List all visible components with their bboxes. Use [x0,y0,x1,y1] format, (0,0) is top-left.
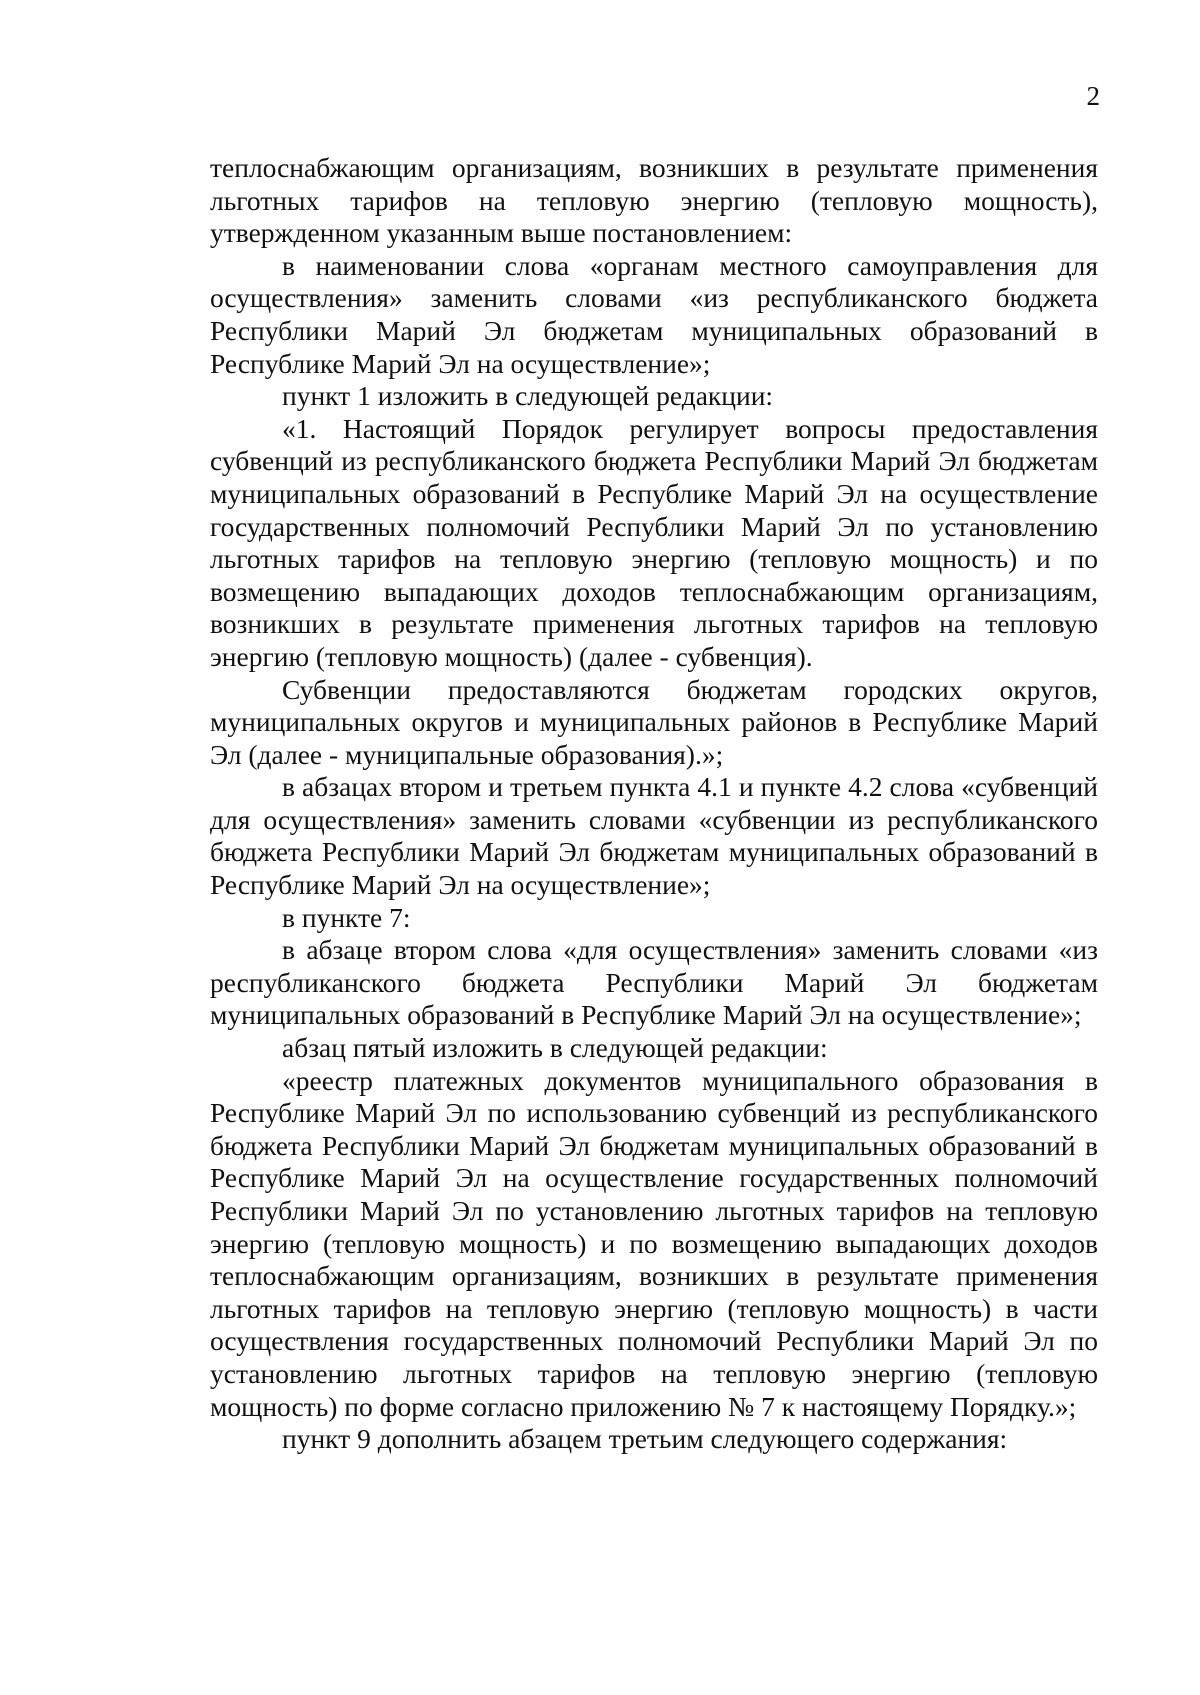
paragraph: пункт 1 изложить в следующей редакции: [282,380,774,412]
paragraph: пункт 9 дополнить абзацем третьим следующего содержания: [282,1423,1008,1455]
paragraph: в наименовании слова «органам местного самоуправления для осуществления» заменить словами «из республиканского бюджета Республики Марий Эл бюджетам муниципальных образований в Республике Марий Эл на осуществление»; [210,249,1098,379]
paragraph: в абзаце втором слова «для осуществления» заменить словами «из республиканского бюджета Республики Марий Эл бюджетам муниципальных образований в Республике Марий Эл на осуществление»; [210,934,1098,1031]
document-body [210,152,1098,1456]
paragraph: абзац пятый изложить в следующей редакции: [282,1032,828,1064]
paragraph: в пункте 7: [282,901,411,933]
paragraph: «реестр платежных документов муниципального образования в Республике Марий Эл по использованию субвенций из республиканского бюджета Республики Марий Эл бюджетам муниципальных образований в Республике Марий Эл на осуществление государственных полномочий Республики Марий Эл по установлению льготных тарифов на тепловую энергию (тепловую мощность) и по возмещению выпадающих доходов теплоснабжающим организациям, возникших в результате применения льготных тарифов на тепловую энергию (тепловую мощность) в части осуществления государственных полномочий Республики Марий Эл по установлению льготных тарифов на тепловую энергию (тепловую мощность) по форме согласно приложению № 7 к настоящему Порядку.»; [210,1064,1098,1422]
paragraph: в абзацах втором и третьем пункта 4.1 и пункте 4.2 слова «субвенций для осуществления» заменить словами «субвенции из республиканского бюджета Республики Марий Эл бюджетам муниципальных образований в Республике Марий Эл на осуществление»; [210,771,1098,901]
paragraph: теплоснабжающим организациям, возникших в результате применения льготных тарифов на тепловую энергию (тепловую мощность), утвержденном указанным выше постановлением: [210,152,1098,249]
paragraph: «1. Настоящий Порядок регулирует вопросы предоставления субвенций из республиканского бюджета Республики Марий Эл бюджетам муниципальных образований в Республике Марий Эл на осуществление государственных полномочий Республики Марий Эл по установлению льготных тарифов на тепловую энергию (тепловую мощность) и по возмещению выпадающих доходов теплоснабжающим организациям, возникших в результате применения льготных тарифов на тепловую энергию (тепловую мощность) (далее - субвенция). [210,412,1098,672]
page-number: 2 [1086,81,1100,111]
paragraph: Субвенции предоставляются бюджетам городских округов, муниципальных округов и муниципальных районов в Республике Марий Эл (далее - муниципальные образования).»; [210,673,1098,770]
